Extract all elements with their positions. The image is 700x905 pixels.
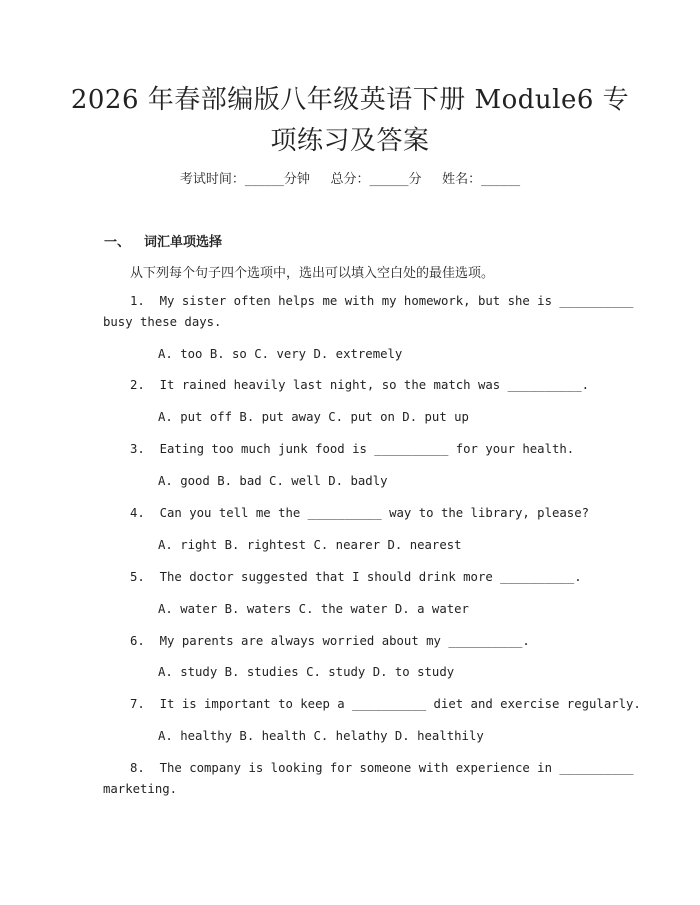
question-4-options: A. right B. rightest C. nearer D. nearest: [158, 538, 462, 552]
question-8: 8. The company is looking for someone with experience in __________: [130, 761, 634, 775]
question-1-continued: busy these days.: [103, 315, 222, 329]
question-4: 4. Can you tell me the __________ way to the library, please?: [130, 506, 590, 520]
page-title: 2026 年春部编版八年级英语下册 Module6 专项练习及答案: [70, 85, 630, 156]
section-title: 词汇单项选择: [144, 235, 223, 250]
question-3: 3. Eating too much junk food is __________ for your health.: [130, 442, 575, 456]
question-5-options: A. water B. waters C. the water D. a water: [158, 602, 469, 616]
question-3-options: A. good B. bad C. well D. badly: [158, 474, 388, 488]
exam-info-line: 考试时间：______分钟 总分：______分 姓名：______: [179, 172, 521, 187]
question-1: 1. My sister often helps me with my homework, but she is __________: [130, 294, 634, 308]
instruction-text: 从下列每个句子四个选项中，选出可以填入空白处的最佳选项。: [130, 266, 495, 281]
question-1-options: A. too B. so C. very D. extremely: [158, 347, 403, 361]
question-6: 6. My parents are always worried about my __________.: [130, 634, 530, 648]
question-6-options: A. study B. studies C. study D. to study: [158, 665, 455, 679]
question-5: 5. The doctor suggested that I should drink more __________.: [130, 570, 582, 584]
question-7-options: A. healthy B. health C. helathy D. healthily: [158, 729, 484, 743]
question-8-continued: marketing.: [103, 782, 178, 796]
question-2-options: A. put off B. put away C. put on D. put up: [158, 410, 469, 424]
section-heading: [104, 231, 222, 250]
section-number: 一、: [104, 235, 131, 250]
question-7: 7. It is important to keep a __________ diet and exercise regularly.: [130, 697, 641, 711]
question-2: 2. It rained heavily last night, so the match was __________.: [130, 378, 590, 392]
